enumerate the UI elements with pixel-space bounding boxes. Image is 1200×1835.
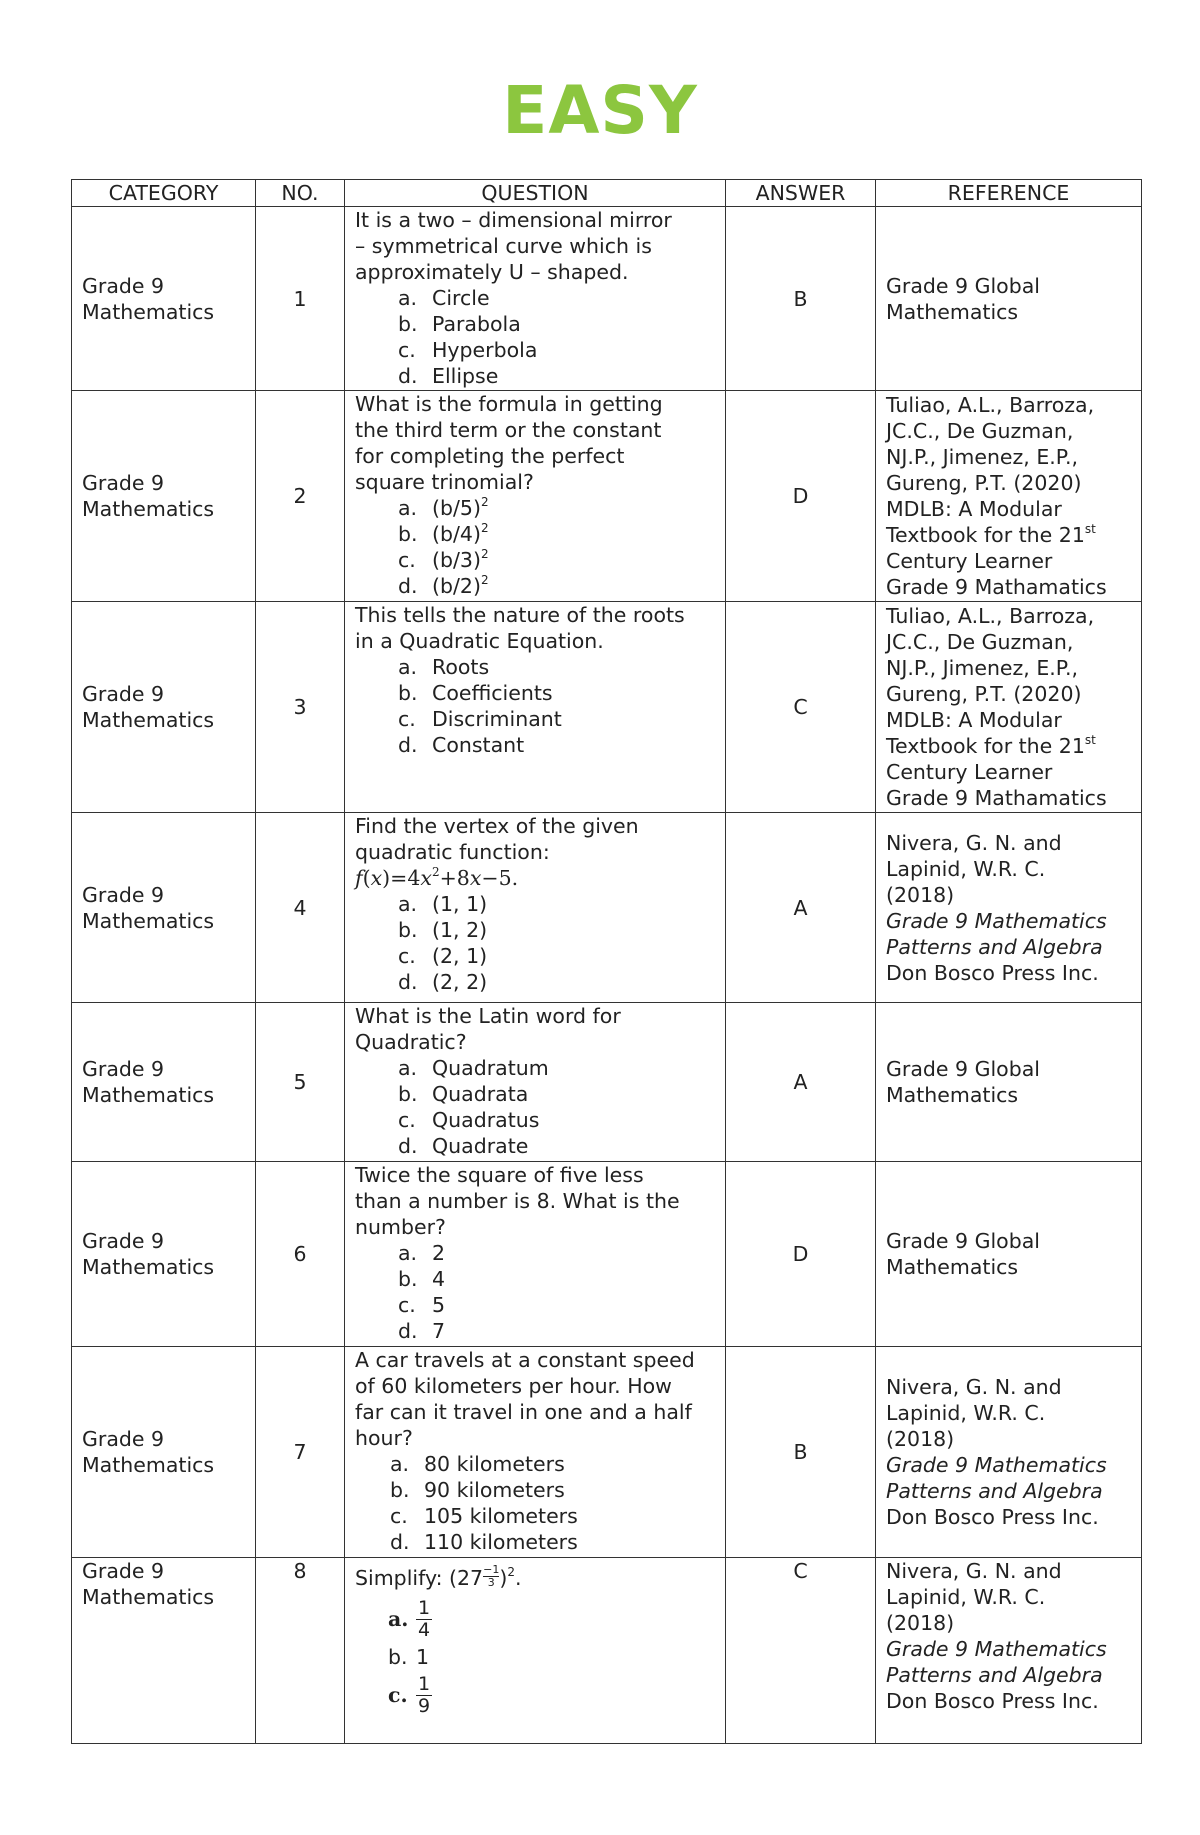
number-cell: 5 (256, 1003, 345, 1162)
choice-item: a. $\frac{1}{4}$ (388, 1596, 431, 1641)
table-row (72, 1003, 1142, 1162)
choice-list (355, 891, 715, 995)
simplify-expression: Simplify: (27 $\frac{-1}{3}$ )$^2$. (355, 1563, 522, 1590)
category-cell: Grade 9 Mathematics (72, 391, 256, 602)
number-cell: 2 (256, 391, 345, 602)
answer-cell: D (726, 391, 876, 602)
category-cell: Grade 9 Mathematics (72, 1558, 256, 1744)
answer-cell: A (726, 1003, 876, 1162)
table-row (72, 207, 1142, 391)
reference-cell: Nivera, G. N. and Lapinid, W.R. C. (2018) Grade 9 Mathematics Patterns and Algebra Don Bosco Press Inc. (876, 1347, 1142, 1558)
choice-item: b. 4 (398, 1267, 446, 1291)
choice-list (355, 1451, 715, 1555)
category-cell: Grade 9 Mathematics (72, 813, 256, 1003)
choice-item: c. 105 kilometers (390, 1504, 578, 1528)
choice-item: d. 110 kilometers (390, 1530, 578, 1554)
table-row (72, 1162, 1142, 1347)
reference-cell: Grade 9 Global Mathematics (876, 207, 1142, 391)
choice-item: d. 7 (398, 1319, 446, 1343)
table-row (72, 1347, 1142, 1558)
category-cell: Grade 9 Mathematics (72, 207, 256, 391)
header-answer: ANSWER (726, 180, 876, 207)
answer-cell: C (726, 1558, 876, 1744)
choice-list (355, 495, 715, 599)
choice-list (355, 654, 715, 758)
question-cell: A car travels at a constant speed of 60 kilometers per hour. How far can it travel in one and a half hour? a. 80 kilometers b. 90 kilometers c. 105 kilometers d. 110 kilometers (345, 1347, 726, 1558)
table-row (72, 1558, 1142, 1744)
reference-cell: Nivera, G. N. and Lapinid, W.R. C. (2018) Grade 9 Mathematics Patterns and Algebra Don Bosco Press Inc. (876, 1558, 1142, 1744)
choice-item: b. Coefficients (398, 681, 553, 705)
category-cell: Grade 9 Mathematics (72, 1162, 256, 1347)
reference-cell: Nivera, G. N. and Lapinid, W.R. C. (2018) Grade 9 Mathematics Patterns and Algebra Don Bosco Press Inc. (876, 813, 1142, 1003)
page-title: EASY (502, 72, 698, 149)
header-row (72, 180, 1142, 207)
question-cell: What is the Latin word for Quadratic? a. Quadratum b. Quadrata c. Quadratus d. Quadrate (345, 1003, 726, 1162)
answer-cell: B (726, 207, 876, 391)
reference-cell: Grade 9 Global Mathematics (876, 1003, 1142, 1162)
choice-list (355, 285, 715, 389)
choice-item: a. $(b/5)^2$ (398, 495, 489, 520)
header-no: NO. (256, 180, 345, 207)
choice-item: d. Quadrate (398, 1134, 529, 1158)
question-cell: Find the vertex of the given quadratic function: $f(x)=4x^2+8x-5$. a. (1, 1) b. (1, 2) c. (2, 1) d. (2, 2) (345, 813, 726, 1003)
choice-item: c. Discriminant (398, 707, 562, 731)
choice-item: b. $(b/4)^2$ (398, 521, 489, 546)
number-cell: 4 (256, 813, 345, 1003)
number-cell: 8 (256, 1558, 345, 1744)
category-cell: Grade 9 Mathematics (72, 1347, 256, 1558)
choice-item: d. $(b/2)^2$ (398, 573, 489, 598)
choice-item: a. Circle (398, 286, 490, 310)
table-row (72, 602, 1142, 813)
choice-item: d. Ellipse (398, 364, 499, 388)
choice-item: d. Constant (398, 733, 525, 757)
reference-cell: Grade 9 Global Mathematics (876, 1162, 1142, 1347)
number-cell: 6 (256, 1162, 345, 1347)
choice-item: b. Parabola (398, 312, 521, 336)
choice-item: c. Quadratus (398, 1108, 540, 1132)
question-cell (345, 1558, 726, 1744)
category-cell: Grade 9 Mathematics (72, 1003, 256, 1162)
quadratic-function: $f(x)=4x^2+8x-5$. (355, 865, 519, 890)
choice-item: c. (2, 1) (398, 944, 488, 968)
choice-item: a. 2 (398, 1241, 446, 1265)
question-cell: Twice the square of five less than a number is 8. What is the number? a. 2 b. 4 c. 5 d. 7 (345, 1162, 726, 1347)
choice-item: c. Hyperbola (398, 338, 538, 362)
choice-list (355, 1055, 715, 1159)
header-reference: REFERENCE (876, 180, 1142, 207)
choice-item: c. $\frac{1}{9}$ (388, 1672, 431, 1717)
quiz-table (71, 179, 1142, 1744)
choice-item: b. Quadrata (398, 1082, 529, 1106)
choice-item: c. $(b/3)^2$ (398, 547, 489, 572)
table-row (72, 391, 1142, 602)
table-row (72, 813, 1142, 1003)
question-cell: What is the formula in getting the third term or the constant for completing the perfect square trinomial? a. $(b/5)^2$ b. $(b/4)^2$ c. $(b/3)^2$ d. $(b/2)^2$ (345, 391, 726, 602)
header-question: QUESTION (345, 180, 726, 207)
number-cell: 1 (256, 207, 345, 391)
choice-item: c. 5 (398, 1293, 446, 1317)
choice-item: a. 80 kilometers (390, 1452, 565, 1476)
choice-item: d. (2, 2) (398, 970, 488, 994)
choice-item: a. Quadratum (398, 1056, 549, 1080)
choice-item: b. 1 (388, 1645, 430, 1669)
reference-cell: Tuliao, A.L., Barroza, JC.C., De Guzman, NJ.P., Jimenez, E.P., Gureng, P.T. (2020) MDLB: A Modular Textbook for the 21st Century Learner Grade 9 Mathamatics (876, 602, 1142, 813)
reference-cell: Tuliao, A.L., Barroza, JC.C., De Guzman, NJ.P., Jimenez, E.P., Gureng, P.T. (2020) MDLB: A Modular Textbook for the 21st Century Learner Grade 9 Mathamatics (876, 391, 1142, 602)
choice-item: a. (1, 1) (398, 892, 488, 916)
answer-cell: A (726, 813, 876, 1003)
category-cell: Grade 9 Mathematics (72, 602, 256, 813)
number-cell: 7 (256, 1347, 345, 1558)
choice-item: b. (1, 2) (398, 918, 488, 942)
choice-list (355, 1240, 715, 1344)
question-cell: This tells the nature of the roots in a Quadratic Equation. a. Roots b. Coefficients c. Discriminant d. Constant (345, 602, 726, 813)
number-cell: 3 (256, 602, 345, 813)
header-category: CATEGORY (72, 180, 256, 207)
choice-item: a. Roots (398, 655, 490, 679)
question-cell: It is a two – dimensional mirror – symmetrical curve which is approximately U – shaped. a. Circle b. Parabola c. Hyperbola d. Ellipse (345, 207, 726, 391)
answer-cell: B (726, 1347, 876, 1558)
answer-cell: D (726, 1162, 876, 1347)
choice-list (355, 1595, 715, 1719)
choice-item: b. 90 kilometers (390, 1478, 565, 1502)
answer-cell: C (726, 602, 876, 813)
